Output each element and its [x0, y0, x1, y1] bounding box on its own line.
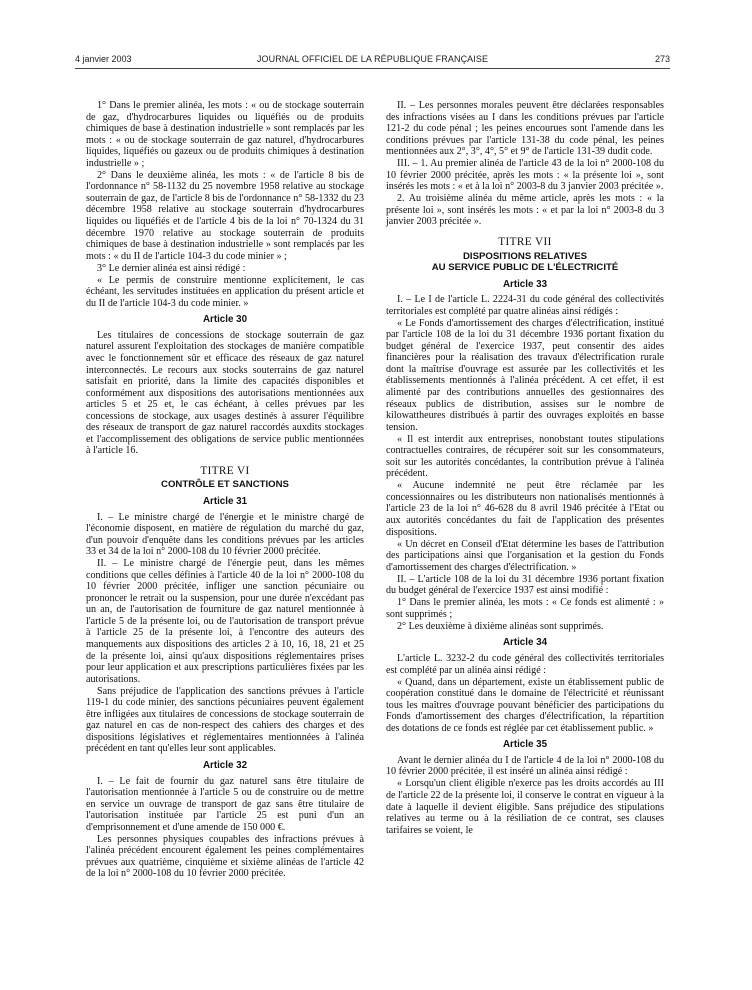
header-date: 4 janvier 2003 [75, 54, 132, 64]
paragraph: Les personnes physiques coupables des infractions prévues à l'alinéa précédent encourent également les peines complémentaires prévues aux quatrième, cinquième et sixième alinéas de l'article 42 de la loi n° 2000-108 du 10 février 2000 précitée. [86, 833, 364, 880]
title-heading: TITRE VII [498, 236, 552, 249]
paragraph: « Aucune indemnité ne peut être réclamée par les concessionnaires ou les distributeurs non nationalisés mentionnés à l'article 23 de la loi n° 46-628 du 8 avril 1946 précitée à l'Etat ou aux autorités concédantes du fait de l'application des présentes dispositions. [386, 480, 664, 538]
article-heading: Article 32 [202, 759, 248, 771]
title-subheading-line: AU SERVICE PUBLIC DE L'ÉLECTRICITÉ [431, 262, 619, 274]
paragraph: 1° Dans le premier alinéa, les mots : « ou de stockage souterrain de gaz, d'hydrocarbures liquides ou liquéfiés ou de produits chimiques de base à destination industrielle » sont remplacés par les mots : « ou de stockage souterrain de gaz naturel, d'hydrocarbures liquides, liquéfiés ou gazeux ou de produits chimiques à destination industrielle » ; [86, 100, 364, 169]
page-header [75, 54, 670, 66]
paragraph: II. – Les personnes morales peuvent être déclarées responsables des infractions visées au I dans les conditions prévues par l'article 121-2 du code pénal ; les peines encourues sont l'amende dans les conditions prévues par l'article 131-38 du code pénal, les peines mentionnées aux 2°, 3°, 4°, 5° et 9° de l'article 131-39 dudit code. [386, 100, 664, 158]
paragraph: 1° Dans le premier alinéa, les mots : « Ce fonds est alimenté : » sont supprimés ; [386, 597, 664, 620]
paragraph: III. – 1. Au premier alinéa de l'article 43 de la loi n° 2000-108 du 10 février 2000 précitée, après les mots : « la présente loi », sont insérés les mots : « et à la loi n° 2003-8 du 3 janvier 2003 précitée ». [386, 158, 664, 193]
article-heading: Article 35 [502, 739, 548, 751]
paragraph: Sans préjudice de l'application des sanctions prévues à l'article 119-1 du code minier, des sanctions pécuniaires peuvent également être infligées aux titulaires de concessions de stockage souterrain de gaz naturel en cas de non-respect des cahiers des charges et des dispositions législatives et réglementaires mentionnées à l'alinéa précédent en tant qu'elles leur sont applicables. [86, 685, 364, 755]
left-column [86, 100, 364, 880]
article-heading: Article 31 [202, 495, 248, 507]
paragraph: II. – Le ministre chargé de l'énergie peut, dans les mêmes conditions que celles définies à l'article 40 de la loi n° 2000-108 du 10 février 2000 précitée, infliger une sanction pécuniaire ou prononcer le retrait ou la suspension, pour une durée n'excédant pas un an, de l'autorisation de fourniture de gaz naturel mentionnée à l'article 5 de la présente loi, ou de l'autorisation de transport prévue à l'article 25 de la présente loi, à l'encontre des auteurs des manquements aux dispositions des articles 2 à 10, 16, 18, 21 et 25 de la présente loi, ainsi qu'aux dispositions réglementaires prises pour leur application et aux prescriptions particulières fixées par les autorisations. [86, 558, 364, 685]
paragraph: I. – Le fait de fournir du gaz naturel sans être titulaire de l'autorisation mentionnée à l'article 5 ou de construire ou de mettre en service un ouvrage de transport de gaz sans être titulaire de l'autorisation instituée par l'article 25 est puni d'un an d'emprisonnement et d'une amende de 150 000 €. [86, 775, 364, 833]
title-subheading: CONTRÔLE ET SANCTIONS [161, 479, 289, 491]
paragraph: Avant le dernier alinéa du I de l'article 4 de la loi n° 2000-108 du 10 février 2000 précitée, il est inséré un alinéa ainsi rédigé : [386, 754, 664, 778]
paragraph: I. – Le ministre chargé de l'énergie et le ministre chargé de l'économie disposent, en matière de régulation du marché du gaz, d'un pouvoir d'enquête dans les conditions prévues par les articles 33 et 34 de la loi n° 2000-108 du 10 février 2000 précitée. [86, 511, 364, 558]
paragraph: « Quand, dans un département, existe un établissement public de coopération constitué dans le domaine de l'électricité et réunissant tous les maîtres d'ouvrage pouvant bénéficier des participations du Fonds d'amortissement des charges d'électrification, la répartition des dotations de ce fonds est réglée par cet établissement public. » [386, 676, 664, 734]
article-heading: Article 34 [502, 637, 548, 649]
title-subheading [386, 251, 664, 274]
title-subheading-line: DISPOSITIONS RELATIVES [462, 250, 588, 262]
paragraph: 2° Dans le deuxième alinéa, les mots : « de l'article 8 bis de l'ordonnance n° 58-1132 du 25 novembre 1958 relative au stockage souterrain de gaz, de l'article 8 bis de l'ordonnance n° 58-1332 du 23 décembre 1958 relative au stockage souterrain d'hydrocarbures liquides ou liquéfiés et de l'article 4 bis de la loi n° 70-1324 du 31 décembre 1970 relative au stockage souterrain de produits chimiques de base à destination industrielle » sont remplacés par les mots : « du II de l'article 104-3 du code minier » ; [86, 169, 364, 262]
paragraph: II. – L'article 108 de la loi du 31 décembre 1936 portant fixation du budget général de l'exercice 1937 est ainsi modifié : [386, 573, 664, 597]
paragraph: L'article L. 3232-2 du code général des collectivités territoriales est complété par un alinéa ainsi rédigé : [386, 653, 664, 676]
article-heading: Article 33 [502, 278, 548, 290]
header-journal-title: JOURNAL OFFICIEL DE LA RÉPUBLIQUE FRANÇAISE [256, 54, 489, 64]
paragraph: 2. Au troisième alinéa du même article, après les mots : « la présente loi », sont insérés les mots : « et par la loi n° 2003-8 du 3 janvier 2003 précitée ». [386, 193, 664, 228]
paragraph: 3° Le dernier alinéa est ainsi rédigé : [97, 262, 246, 274]
header-rule [75, 68, 670, 69]
paragraph: Les titulaires de concessions de stockage souterrain de gaz naturel assurent l'exploitation des stockages de manière compatible avec le fonctionnement sûr et efficace des réseaux de gaz naturel interconnectés. Le recours aux stocks souterrains de gaz naturel satisfait en priorité, dans la limite des capacités disponibles et conformément aux dispositions des autorisations mentionnées aux articles 5 et 25 et, le cas échéant, à celles prévues par les concessions de stockage, aux usages destinés à assurer l'équilibre des réseaux de transport de gaz naturel raccordés auxdits stockages et l'accomplissement des obligations de service public mentionnées à l'article 16. [86, 329, 364, 457]
paragraph: 2° Les deuxième à dixième alinéas sont supprimés. [397, 620, 604, 632]
title-heading: TITRE VI [200, 464, 250, 477]
paragraph: « Il est interdit aux entreprises, nonobstant toutes stipulations contractuelles contraires, de récupérer soit sur les consommateurs, soit sur les autorités concédantes, la contribution prévue à l'alinéa précédent. [386, 433, 664, 480]
right-column [386, 100, 664, 836]
paragraph: « Le permis de construire mentionne explicitement, le cas échéant, les servitudes instituées en application du présent article et du II de l'article 104-3 du code minier. » [86, 274, 364, 309]
paragraph: I. – Le I de l'article L. 2224-31 du code général des collectivités territoriales est complété par quatre alinéas ainsi rédigés : [386, 294, 664, 317]
header-page-number: 273 [654, 54, 670, 64]
paragraph: « Un décret en Conseil d'Etat détermine les bases de l'attribution des participations ainsi que l'organisation et la gestion du Fonds d'amortissement des charges d'électrification. » [386, 538, 664, 573]
article-heading: Article 30 [202, 314, 248, 326]
paragraph: « Lorsqu'un client éligible n'exerce pas les droits accordés au III de l'article 22 de la présente loi, il conserve le contrat en vigueur à la date à laquelle il devient éligible. Sans préjudice des stipulations relatives au terme ou à la résiliation de ce contrat, ses clauses tarifaires se voient, le [386, 778, 664, 836]
paragraph: « Le Fonds d'amortissement des charges d'électrification, institué par l'article 108 de la loi du 31 décembre 1936 portant fixation du budget général de l'exercice 1937, peut consentir des aides financières pour la réalisation des travaux d'électrification rurale dont la maîtrise d'ouvrage est assurée par les collectivités et les établissements mentionnés à l'alinéa précédent. A cet effet, il est alimenté par des contributions annuelles des gestionnaires des réseaux publics de distribution, assises sur le nombre de kilowattheures distribués à partir des ouvrages exploités en basse tension. [386, 317, 664, 433]
